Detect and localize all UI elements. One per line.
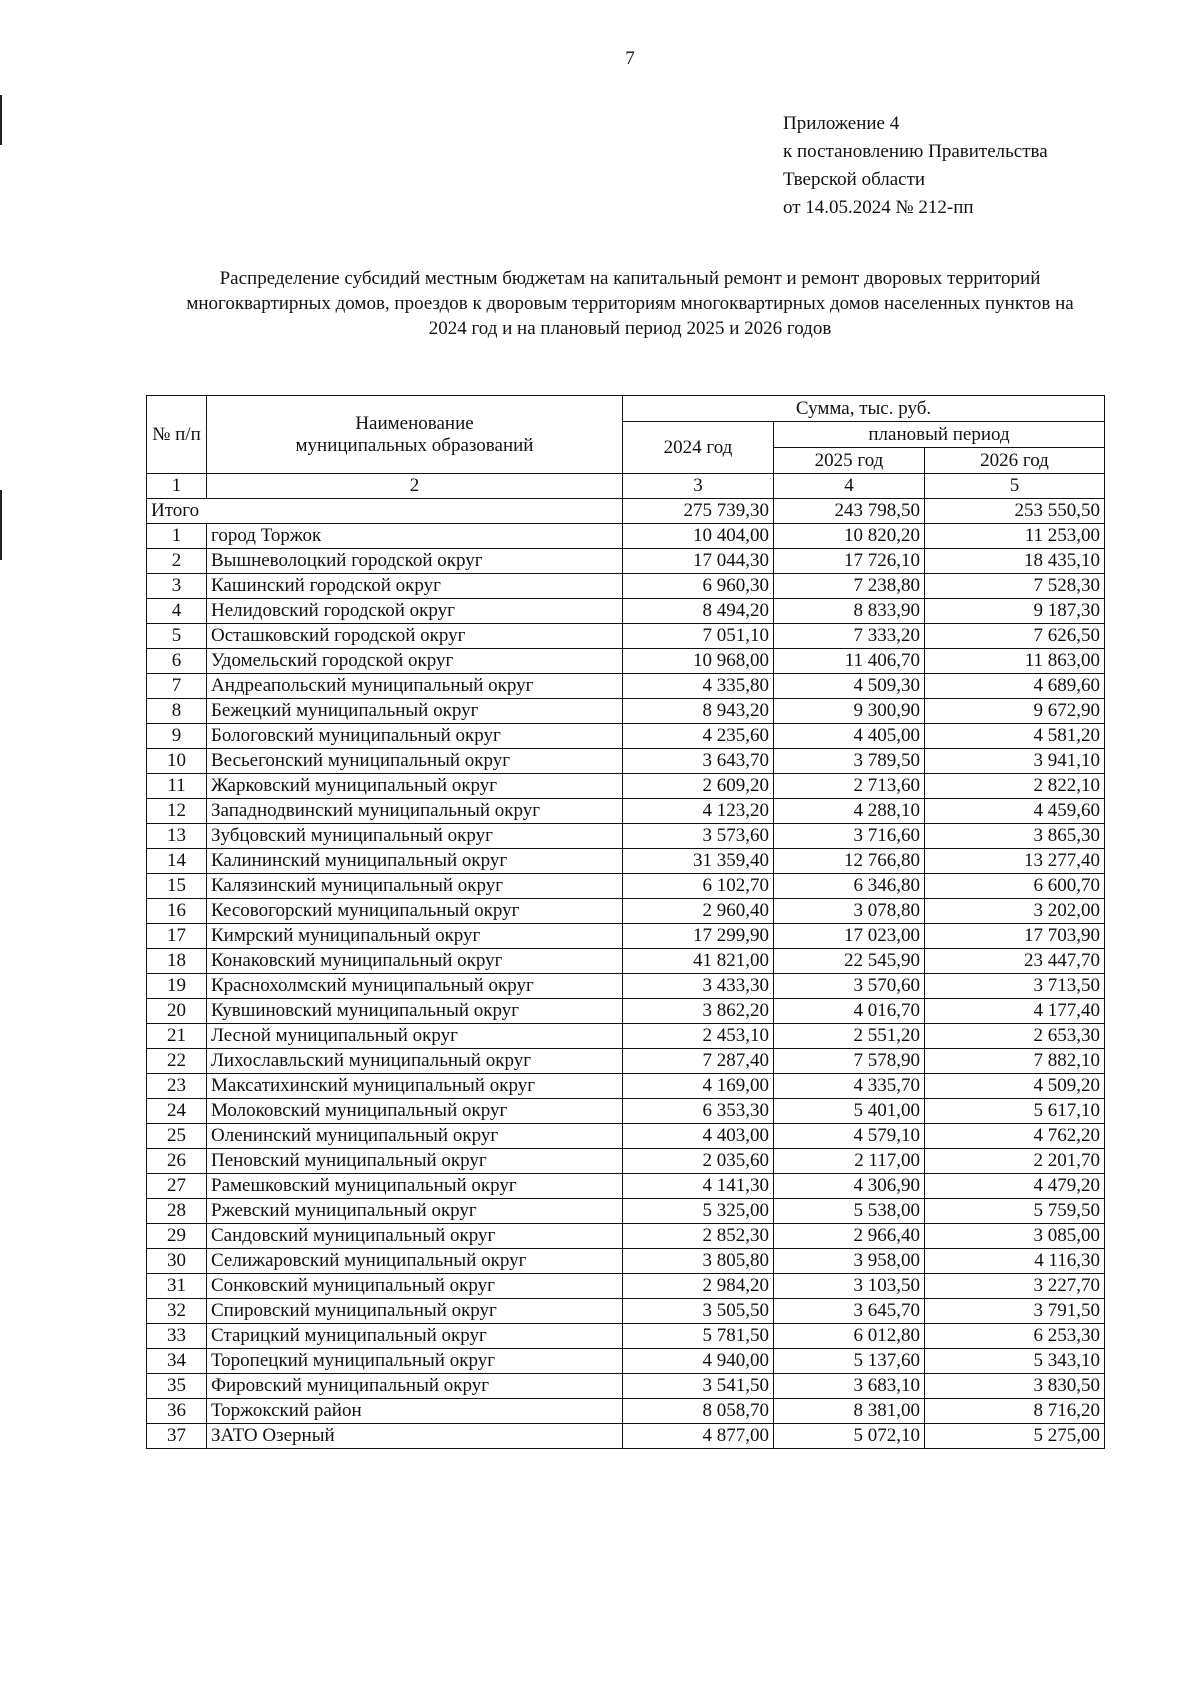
- amount-2026: 5 617,10: [925, 1099, 1105, 1124]
- municipality-name: Молоковский муниципальный округ: [207, 1099, 623, 1124]
- table-row: [147, 724, 1105, 749]
- row-number: 5: [147, 624, 207, 649]
- row-number: 16: [147, 899, 207, 924]
- table-row: [147, 599, 1105, 624]
- row-number: 17: [147, 924, 207, 949]
- row-number: 36: [147, 1399, 207, 1424]
- amount-2024: 5 325,00: [623, 1199, 774, 1224]
- table-row: [147, 1299, 1105, 1324]
- municipality-name: Торжокский район: [207, 1399, 623, 1424]
- title-line: Распределение субсидий местным бюджетам на капитальный ремонт и ремонт дворовых территорий: [219, 268, 1041, 289]
- amount-2026: 9 672,90: [925, 699, 1105, 724]
- total-row: [147, 499, 1105, 524]
- page-number: 7: [625, 48, 635, 69]
- amount-2026: 6 600,70: [925, 874, 1105, 899]
- header-planned-period: плановый период: [774, 422, 1105, 448]
- amount-2024: 6 960,30: [623, 574, 774, 599]
- appendix-line: к постановлению Правительства: [783, 141, 1048, 162]
- amount-2026: 2 201,70: [925, 1149, 1105, 1174]
- municipality-name: Осташковский городской округ: [207, 624, 623, 649]
- amount-2026: 11 253,00: [925, 524, 1105, 549]
- municipality-name: Краснохолмский муниципальный округ: [207, 974, 623, 999]
- amount-2024: 3 573,60: [623, 824, 774, 849]
- header-year-2026: 2026 год: [925, 448, 1105, 474]
- row-number: 20: [147, 999, 207, 1024]
- header-name-line: муниципальных образований: [295, 434, 534, 456]
- amount-2025: 3 078,80: [774, 899, 925, 924]
- amount-2024: 31 359,40: [623, 849, 774, 874]
- subsidy-table-container: [146, 395, 1105, 1449]
- amount-2026: 3 202,00: [925, 899, 1105, 924]
- row-number: 32: [147, 1299, 207, 1324]
- table-row: [147, 924, 1105, 949]
- amount-2024: 10 404,00: [623, 524, 774, 549]
- amount-2026: 7 626,50: [925, 624, 1105, 649]
- amount-2025: 8 833,90: [774, 599, 925, 624]
- row-number: 2: [147, 549, 207, 574]
- amount-2024: 7 051,10: [623, 624, 774, 649]
- amount-2025: 7 333,20: [774, 624, 925, 649]
- municipality-name: Кимрский муниципальный округ: [207, 924, 623, 949]
- amount-2025: 12 766,80: [774, 849, 925, 874]
- amount-2025: 4 509,30: [774, 674, 925, 699]
- amount-2025: 22 545,90: [774, 949, 925, 974]
- municipality-name: Кувшиновский муниципальный округ: [207, 999, 623, 1024]
- document-title: [140, 266, 1120, 341]
- table-row: [147, 1424, 1105, 1449]
- table-row: [147, 1374, 1105, 1399]
- amount-2026: 5 759,50: [925, 1199, 1105, 1224]
- amount-2024: 2 035,60: [623, 1149, 774, 1174]
- amount-2026: 5 275,00: [925, 1424, 1105, 1449]
- municipality-name: Пеновский муниципальный округ: [207, 1149, 623, 1174]
- table-row: [147, 849, 1105, 874]
- subsidy-table: [146, 395, 1105, 1449]
- amount-2025: 6 012,80: [774, 1324, 925, 1349]
- amount-2026: 4 581,20: [925, 724, 1105, 749]
- amount-2026: 3 713,50: [925, 974, 1105, 999]
- amount-2025: 5 137,60: [774, 1349, 925, 1374]
- table-row: [147, 1274, 1105, 1299]
- appendix-header: [783, 110, 1048, 222]
- amount-2025: 2 713,60: [774, 774, 925, 799]
- header-number: № п/п: [147, 396, 207, 474]
- amount-2026: 4 689,60: [925, 674, 1105, 699]
- appendix-line: Тверской области: [783, 169, 926, 190]
- table-row: [147, 1399, 1105, 1424]
- amount-2024: 8 058,70: [623, 1399, 774, 1424]
- table-row: [147, 1049, 1105, 1074]
- table-row: [147, 1074, 1105, 1099]
- municipality-name: Старицкий муниципальный округ: [207, 1324, 623, 1349]
- amount-2026: 8 716,20: [925, 1399, 1105, 1424]
- amount-2024: 17 044,30: [623, 549, 774, 574]
- amount-2025: 3 103,50: [774, 1274, 925, 1299]
- row-number: 14: [147, 849, 207, 874]
- municipality-name: Максатихинский муниципальный округ: [207, 1074, 623, 1099]
- row-number: 10: [147, 749, 207, 774]
- amount-2026: 3 830,50: [925, 1374, 1105, 1399]
- row-number: 27: [147, 1174, 207, 1199]
- amount-2024: 41 821,00: [623, 949, 774, 974]
- amount-2024: 2 852,30: [623, 1224, 774, 1249]
- amount-2024: 3 862,20: [623, 999, 774, 1024]
- row-number: 12: [147, 799, 207, 824]
- amount-2026: 2 822,10: [925, 774, 1105, 799]
- amount-2024: 4 335,80: [623, 674, 774, 699]
- table-row: [147, 1224, 1105, 1249]
- amount-2025: 2 117,00: [774, 1149, 925, 1174]
- amount-2024: 2 453,10: [623, 1024, 774, 1049]
- amount-2025: 4 306,90: [774, 1174, 925, 1199]
- amount-2026: 3 791,50: [925, 1299, 1105, 1324]
- municipality-name: Бологовский муниципальный округ: [207, 724, 623, 749]
- row-number: 33: [147, 1324, 207, 1349]
- amount-2026: 9 187,30: [925, 599, 1105, 624]
- row-number: 6: [147, 649, 207, 674]
- amount-2025: 4 335,70: [774, 1074, 925, 1099]
- total-2024: 275 739,30: [623, 499, 774, 524]
- table-row: [147, 1199, 1105, 1224]
- table-row: [147, 799, 1105, 824]
- row-number: 25: [147, 1124, 207, 1149]
- table-row: [147, 874, 1105, 899]
- table-row: [147, 1124, 1105, 1149]
- table-row: [147, 1349, 1105, 1374]
- municipality-name: Калязинский муниципальный округ: [207, 874, 623, 899]
- amount-2024: 8 943,20: [623, 699, 774, 724]
- municipality-name: Спировский муниципальный округ: [207, 1299, 623, 1324]
- amount-2026: 17 703,90: [925, 924, 1105, 949]
- amount-2025: 5 538,00: [774, 1199, 925, 1224]
- amount-2024: 3 643,70: [623, 749, 774, 774]
- municipality-name: Лихославльский муниципальный округ: [207, 1049, 623, 1074]
- municipality-name: Торопецкий муниципальный округ: [207, 1349, 623, 1374]
- table-row: [147, 574, 1105, 599]
- municipality-name: Фировский муниципальный округ: [207, 1374, 623, 1399]
- scan-edge-mark: [0, 490, 2, 560]
- appendix-line: Приложение 4: [783, 113, 900, 134]
- amount-2025: 7 238,80: [774, 574, 925, 599]
- municipality-name: Нелидовский городской округ: [207, 599, 623, 624]
- table-row: [147, 1324, 1105, 1349]
- header-year-2025: 2025 год: [774, 448, 925, 474]
- title-line: многоквартирных домов, проездов к дворовым территориям многоквартирных домов населенных пунктов на: [186, 293, 1074, 314]
- amount-2024: 8 494,20: [623, 599, 774, 624]
- row-number: 34: [147, 1349, 207, 1374]
- table-row: [147, 1099, 1105, 1124]
- total-2026: 253 550,50: [925, 499, 1105, 524]
- municipality-name: Селижаровский муниципальный округ: [207, 1249, 623, 1274]
- amount-2026: 7 528,30: [925, 574, 1105, 599]
- amount-2026: 3 085,00: [925, 1224, 1105, 1249]
- amount-2025: 9 300,90: [774, 699, 925, 724]
- amount-2024: 6 102,70: [623, 874, 774, 899]
- municipality-name: Лесной муниципальный округ: [207, 1024, 623, 1049]
- header-sum: Сумма, тыс. руб.: [623, 396, 1105, 422]
- amount-2025: 2 551,20: [774, 1024, 925, 1049]
- table-row: [147, 824, 1105, 849]
- amount-2026: 6 253,30: [925, 1324, 1105, 1349]
- row-number: 4: [147, 599, 207, 624]
- municipality-name: Кесовогорский муниципальный округ: [207, 899, 623, 924]
- table-row: [147, 774, 1105, 799]
- total-2025: 243 798,50: [774, 499, 925, 524]
- amount-2024: 4 123,20: [623, 799, 774, 824]
- row-number: 15: [147, 874, 207, 899]
- amount-2024: 3 433,30: [623, 974, 774, 999]
- row-number: 19: [147, 974, 207, 999]
- municipality-name: Бежецкий муниципальный округ: [207, 699, 623, 724]
- table-row: [147, 749, 1105, 774]
- column-number: 4: [774, 474, 925, 499]
- row-number: 30: [147, 1249, 207, 1274]
- municipality-name: Кашинский городской округ: [207, 574, 623, 599]
- amount-2025: 3 645,70: [774, 1299, 925, 1324]
- municipality-name: Западнодвинский муниципальный округ: [207, 799, 623, 824]
- table-row: [147, 949, 1105, 974]
- amount-2024: 3 541,50: [623, 1374, 774, 1399]
- row-number: 31: [147, 1274, 207, 1299]
- amount-2025: 10 820,20: [774, 524, 925, 549]
- table-row: [147, 549, 1105, 574]
- municipality-name: Зубцовский муниципальный округ: [207, 824, 623, 849]
- amount-2024: 17 299,90: [623, 924, 774, 949]
- row-number: 37: [147, 1424, 207, 1449]
- row-number: 22: [147, 1049, 207, 1074]
- amount-2026: 11 863,00: [925, 649, 1105, 674]
- municipality-name: Калининский муниципальный округ: [207, 849, 623, 874]
- table-row: [147, 1024, 1105, 1049]
- amount-2024: 10 968,00: [623, 649, 774, 674]
- amount-2025: 5 072,10: [774, 1424, 925, 1449]
- row-number: 11: [147, 774, 207, 799]
- total-label: Итого: [147, 499, 623, 524]
- amount-2026: 2 653,30: [925, 1024, 1105, 1049]
- table-row: [147, 699, 1105, 724]
- appendix-line: от 14.05.2024 № 212-пп: [783, 197, 974, 218]
- amount-2026: 3 941,10: [925, 749, 1105, 774]
- table-row: [147, 1149, 1105, 1174]
- amount-2024: 4 141,30: [623, 1174, 774, 1199]
- row-number: 3: [147, 574, 207, 599]
- amount-2026: 3 865,30: [925, 824, 1105, 849]
- amount-2026: 23 447,70: [925, 949, 1105, 974]
- amount-2025: 17 023,00: [774, 924, 925, 949]
- amount-2026: 4 459,60: [925, 799, 1105, 824]
- table-row: [147, 899, 1105, 924]
- amount-2026: 7 882,10: [925, 1049, 1105, 1074]
- column-number: 2: [207, 474, 623, 499]
- amount-2025: 4 405,00: [774, 724, 925, 749]
- column-number: 3: [623, 474, 774, 499]
- amount-2024: 4 940,00: [623, 1349, 774, 1374]
- row-number: 35: [147, 1374, 207, 1399]
- amount-2026: 13 277,40: [925, 849, 1105, 874]
- municipality-name: Рамешковский муниципальный округ: [207, 1174, 623, 1199]
- row-number: 7: [147, 674, 207, 699]
- amount-2025: 3 570,60: [774, 974, 925, 999]
- amount-2024: 4 877,00: [623, 1424, 774, 1449]
- header-name-line: Наименование: [355, 412, 474, 434]
- amount-2026: 4 479,20: [925, 1174, 1105, 1199]
- row-number: 9: [147, 724, 207, 749]
- amount-2024: 2 609,20: [623, 774, 774, 799]
- amount-2025: 3 716,60: [774, 824, 925, 849]
- header-year-2024: 2024 год: [623, 422, 774, 474]
- table-row: [147, 999, 1105, 1024]
- amount-2025: 4 288,10: [774, 799, 925, 824]
- column-number: 1: [147, 474, 207, 499]
- table-row: [147, 624, 1105, 649]
- municipality-name: Оленинский муниципальный округ: [207, 1124, 623, 1149]
- column-number: 5: [925, 474, 1105, 499]
- header-name: [207, 396, 623, 474]
- amount-2024: 3 805,80: [623, 1249, 774, 1274]
- municipality-name: Сандовский муниципальный округ: [207, 1224, 623, 1249]
- amount-2024: 2 984,20: [623, 1274, 774, 1299]
- amount-2026: 3 227,70: [925, 1274, 1105, 1299]
- row-number: 29: [147, 1224, 207, 1249]
- scan-edge-mark: [0, 95, 2, 145]
- row-number: 28: [147, 1199, 207, 1224]
- amount-2026: 18 435,10: [925, 549, 1105, 574]
- amount-2025: 8 381,00: [774, 1399, 925, 1424]
- row-number: 13: [147, 824, 207, 849]
- amount-2024: 4 403,00: [623, 1124, 774, 1149]
- amount-2025: 4 016,70: [774, 999, 925, 1024]
- municipality-name: Весьегонский муниципальный округ: [207, 749, 623, 774]
- amount-2024: 4 235,60: [623, 724, 774, 749]
- municipality-name: ЗАТО Озерный: [207, 1424, 623, 1449]
- municipality-name: Конаковский муниципальный округ: [207, 949, 623, 974]
- amount-2025: 2 966,40: [774, 1224, 925, 1249]
- amount-2024: 7 287,40: [623, 1049, 774, 1074]
- municipality-name: Ржевский муниципальный округ: [207, 1199, 623, 1224]
- table-row: [147, 1174, 1105, 1199]
- table-row: [147, 674, 1105, 699]
- amount-2025: 3 683,10: [774, 1374, 925, 1399]
- amount-2024: 3 505,50: [623, 1299, 774, 1324]
- amount-2024: 4 169,00: [623, 1074, 774, 1099]
- row-number: 24: [147, 1099, 207, 1124]
- row-number: 18: [147, 949, 207, 974]
- amount-2026: 4 116,30: [925, 1249, 1105, 1274]
- amount-2026: 4 509,20: [925, 1074, 1105, 1099]
- row-number: 8: [147, 699, 207, 724]
- table-row: [147, 649, 1105, 674]
- municipality-name: Андреапольский муниципальный округ: [207, 674, 623, 699]
- amount-2026: 5 343,10: [925, 1349, 1105, 1374]
- amount-2024: 2 960,40: [623, 899, 774, 924]
- row-number: 21: [147, 1024, 207, 1049]
- row-number: 23: [147, 1074, 207, 1099]
- amount-2025: 3 789,50: [774, 749, 925, 774]
- amount-2025: 3 958,00: [774, 1249, 925, 1274]
- amount-2025: 5 401,00: [774, 1099, 925, 1124]
- amount-2026: 4 762,20: [925, 1124, 1105, 1149]
- amount-2024: 6 353,30: [623, 1099, 774, 1124]
- amount-2025: 11 406,70: [774, 649, 925, 674]
- amount-2026: 4 177,40: [925, 999, 1105, 1024]
- amount-2025: 7 578,90: [774, 1049, 925, 1074]
- table-row: [147, 1249, 1105, 1274]
- municipality-name: Удомельский городской округ: [207, 649, 623, 674]
- amount-2025: 4 579,10: [774, 1124, 925, 1149]
- municipality-name: Вышневолоцкий городской округ: [207, 549, 623, 574]
- municipality-name: Жарковский муниципальный округ: [207, 774, 623, 799]
- table-row: [147, 974, 1105, 999]
- row-number: 1: [147, 524, 207, 549]
- municipality-name: Сонковский муниципальный округ: [207, 1274, 623, 1299]
- table-row: [147, 524, 1105, 549]
- amount-2024: 5 781,50: [623, 1324, 774, 1349]
- row-number: 26: [147, 1149, 207, 1174]
- municipality-name: город Торжок: [207, 524, 623, 549]
- amount-2025: 6 346,80: [774, 874, 925, 899]
- amount-2025: 17 726,10: [774, 549, 925, 574]
- title-line: 2024 год и на плановый период 2025 и 2026 годов: [428, 318, 832, 339]
